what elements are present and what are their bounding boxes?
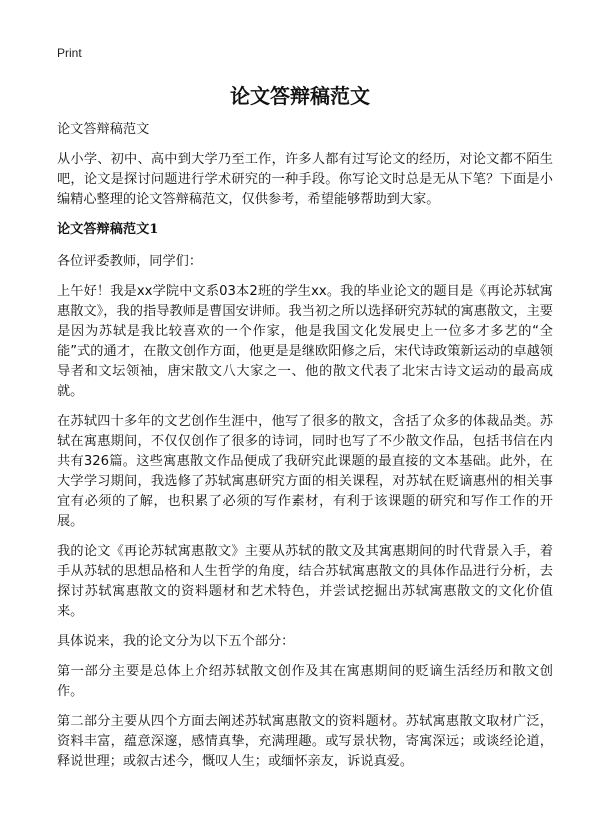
body-paragraph: 在苏轼四十多年的文艺创作生涯中，他写了很多的散文，含括了众多的体裁品类。苏轼在寓惠期间，不仅仅创作了很多的诗词，同时也写了不少散文作品，包括书信在内共有326篇。这些寓惠散文作品便成了我研究此课题的最直接的文本基础。此外，在大学学习期间，我选修了苏轼寓惠研究方面的相关课程，对苏轼在贬谪惠州的相关事宜有必须的了解，也积累了必须的写作素材，有利于该课题的研究和写作工作的开展。	[57, 414, 553, 529]
document-title: 论文答辩稿范文	[230, 84, 370, 108]
section-heading: 论文答辩稿范文1	[57, 222, 159, 237]
body-paragraph: 第一部分主要是总体上介绍苏轼散文创作及其在寓惠期间的贬谪生活经历和散文创作。	[57, 664, 553, 699]
intro-paragraph: 从小学、初中、高中到大学乃至工作，许多人都有过写论文的经历，对论文都不陌生吧，论文是探讨问题进行学术研究的一种手段。你写论文时总是无从下笔？下面是小编精心整理的论文答辩稿范文，仅供参考，希望能够帮助到大家。	[57, 152, 553, 207]
body-paragraph: 第二部分主要从四个方面去阐述苏轼寓惠散文的资料题材。苏轼寓惠散文取材广泛，资料丰富，蕴意深邃，感情真挚，充满理趣。或写景状物，寄寓深远；或谈经论道，释说世理；或叙古述今，慨叹人生；或缅怀亲友，诉说真爱。	[57, 714, 553, 769]
greeting: 各位评委教师，同学们：	[57, 254, 203, 269]
subtitle: 论文答辩稿范文	[57, 122, 150, 137]
body-paragraph: 我的论文《再论苏轼寓惠散文》主要从苏轼的散文及其寓惠期间的时代背景入手，着手从苏轼的思想品格和人生哲学的角度，结合苏轼寓惠散文的具体作品进行分析，去探讨苏轼寓惠散文的资料题材和艺术特色，并尝试挖掘出苏轼寓惠散文的文化价值来。	[57, 544, 553, 619]
document-body	[57, 120, 553, 782]
body-paragraph: 具体说来，我的论文分为以下五个部分：	[57, 634, 295, 649]
body-paragraph: 上午好！我是xx学院中文系03本2班的学生xx。我的毕业论文的题目是《再论苏轼寓惠散文》，我的指导教师是曹国安讲师。我当初之所以选择研究苏轼的寓惠散文，主要是因为苏轼是我比较喜欢的一个作家，他是我国文化发展史上一位多才多艺的“全能”式的通才，在散文创作方面，他更是是继欧阳修之后，宋代诗政策新运动的卓越领导者和文坛领袖，唐宋散文八大家之一、他的散文代表了北宋古诗文运动的最高成就。	[57, 284, 553, 399]
print-label[interactable]: Print	[57, 46, 82, 60]
